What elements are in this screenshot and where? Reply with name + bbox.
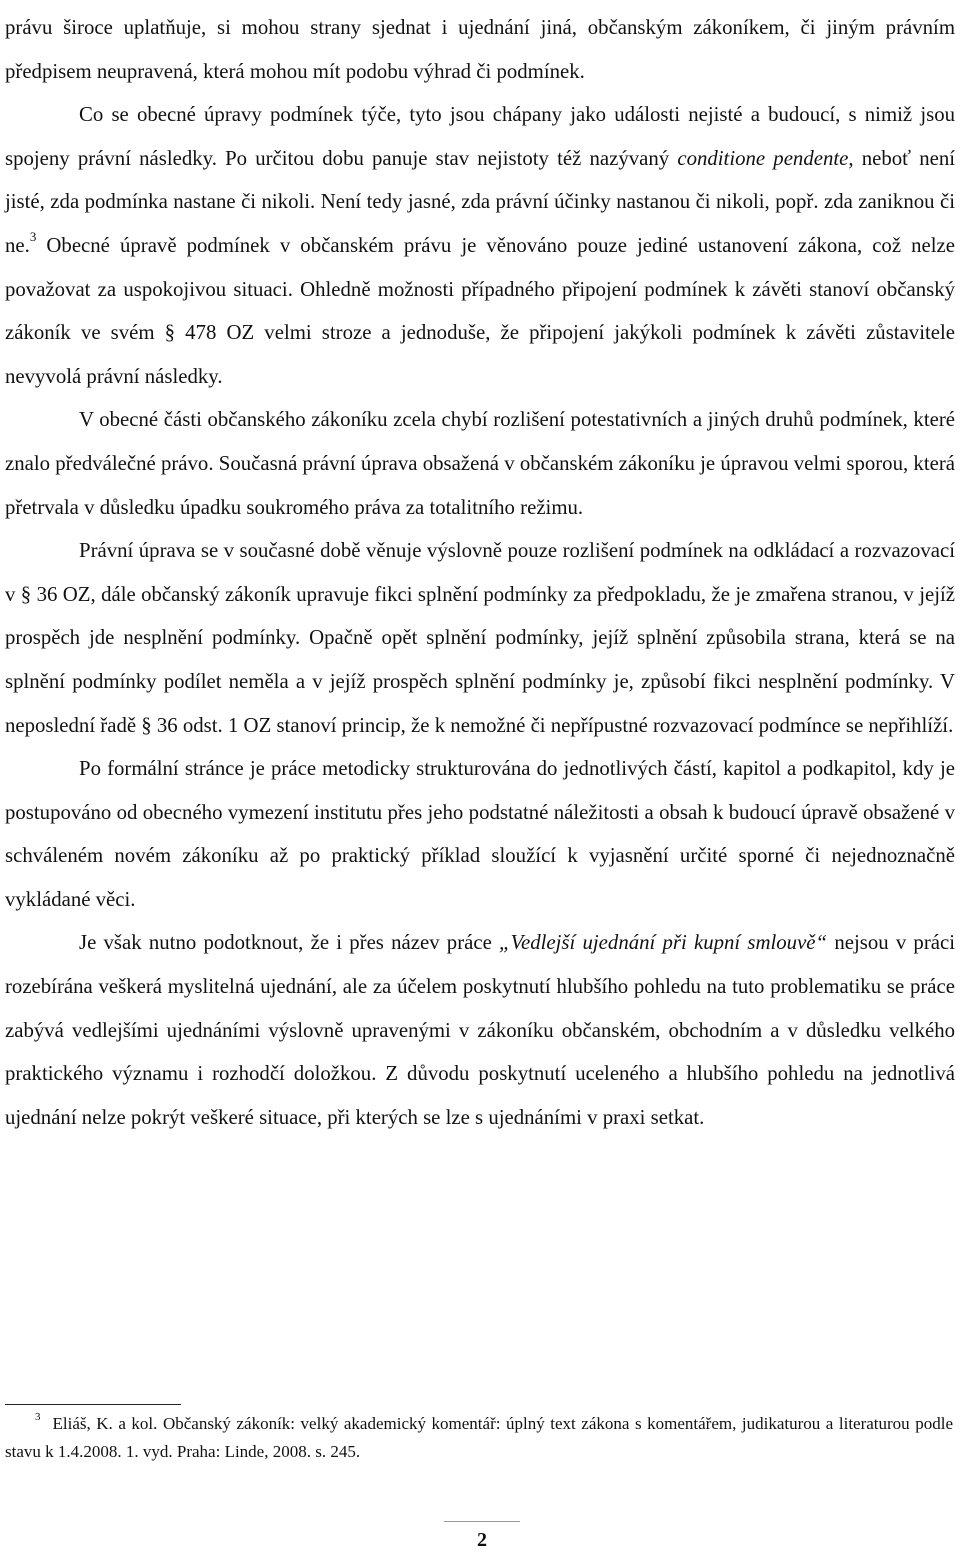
paragraph-5 (5, 747, 955, 921)
page-number: 2 (477, 1529, 487, 1551)
footnote-separator (5, 1404, 181, 1405)
paragraph-2 (5, 93, 955, 398)
text-run: Obecné úpravě podmínek v občanském právu je věnováno pouze jediné ustanovení zákona, což nelze považovat za uspokojivou situaci. Ohledně možnosti případného připojení podmínek k závěti stanoví občanský zákoník ve svém § 478 OZ velmi stroze a jednoduše, že připojení jakýkoli podmínek k závěti zůstavitele nevyvolá právní následky. (5, 233, 955, 388)
text-run: V obecné části občanského zákoníku zcela chybí rozlišení potestativních a jiných druhů podmínek, které znalo předválečné právo. Současná právní úprava obsažená v občanském zákoníku je úpravou velmi sporou, která přetrvala v důsledku úpadku soukromého práva za totalitního režimu. (5, 408, 955, 519)
footnote-number: 3 (35, 1411, 41, 1424)
paragraph-6 (5, 921, 955, 1139)
footnote-text: Eliáš, K. a kol. Občanský zákoník: velký akademický komentář: úplný text zákona s komentářem, judikaturou a literaturou podle stavu k 1.4.2008. 1. vyd. Praha: Linde, 2008. s. 245. (5, 1414, 953, 1461)
italic-text: conditione pendente (677, 146, 849, 170)
footnote-reference: 3 (29, 229, 37, 245)
text-run: Po formální stránce je práce metodicky strukturována do jednotlivých částí, kapitol a podkapitol, kdy je postupováno od obecného vymezení institutu přes jeho podstatné náležitosti a obsah k budoucí úpravě obsažené v schváleném novém zákoníku až po praktický příklad sloužící k vyjasnění určité sporné či nejednoznačně vykládané věci. (5, 757, 955, 911)
italic-text: „Vedlejší ujednání při kupní smlouvě“ (499, 931, 828, 955)
text-run: právu široce uplatňuje, si mohou strany sjednat i ujednání jiná, občanským zákoníkem, či jiným právním předpisem neupravená, která mohou mít podobu výhrad či podmínek. (5, 16, 955, 83)
text-run: nejsou v práci rozebírána veškerá myslitelná ujednání, ale za účelem poskytnutí hlubšího pohledu na tuto problematiku se práce zabývá vedlejšími ujednáními výslovně upravenými v zákoníku občanském, obchodním a v důsledku velkého praktického významu i rozhodčí doložkou. Z důvodu poskytnutí uceleného a hlubšího pohledu na jednotlivá ujednání nelze pokrýt veškeré situace, při kterých se lze s ujednáními v praxi setkat. (5, 931, 955, 1129)
document-page (5, 6, 955, 1139)
text-run: Právní úprava se v současné době věnuje výslovně pouze rozlišení podmínek na odkládací a rozvazovací v § 36 OZ, dále občanský zákoník upravuje fikci splnění podmínky za předpokladu, že je zmařena stranou, v jejíž prospěch jde nesplnění podmínky. Opačně opět splnění podmínky, jejíž splnění způsobila strana, která se na splnění podmínky podílet neměla a v jejíž prospěch splnění podmínky je, způsobí fikci nesplnění podmínky. V neposlední řadě § 36 odst. 1 OZ stanoví princip, že k nemožné či nepřípustné rozvazovací podmínce se nepřihlíží. (5, 539, 955, 737)
paragraph-3 (5, 398, 955, 529)
paragraph-1 (5, 6, 955, 93)
text-run: Je však nutno podotknout, že i přes název práce (79, 931, 500, 955)
paragraph-4 (5, 529, 955, 747)
text-run: Co se obecné úpravy podmínek týče, tyto jsou chápany jako události nejisté a budoucí, s nimiž jsou spojeny právní následky. Po určitou dobu panuje stav nejistoty též nazývaný (5, 103, 955, 170)
text-run: , neboť není jisté, zda podmínka nastane či nikoli. Není tedy jasné, zda právní účinky nastanou či nikoli, popř. zda zaniknou či ne. (5, 146, 955, 257)
footnote (5, 1410, 953, 1466)
page-number-rule (444, 1521, 520, 1522)
